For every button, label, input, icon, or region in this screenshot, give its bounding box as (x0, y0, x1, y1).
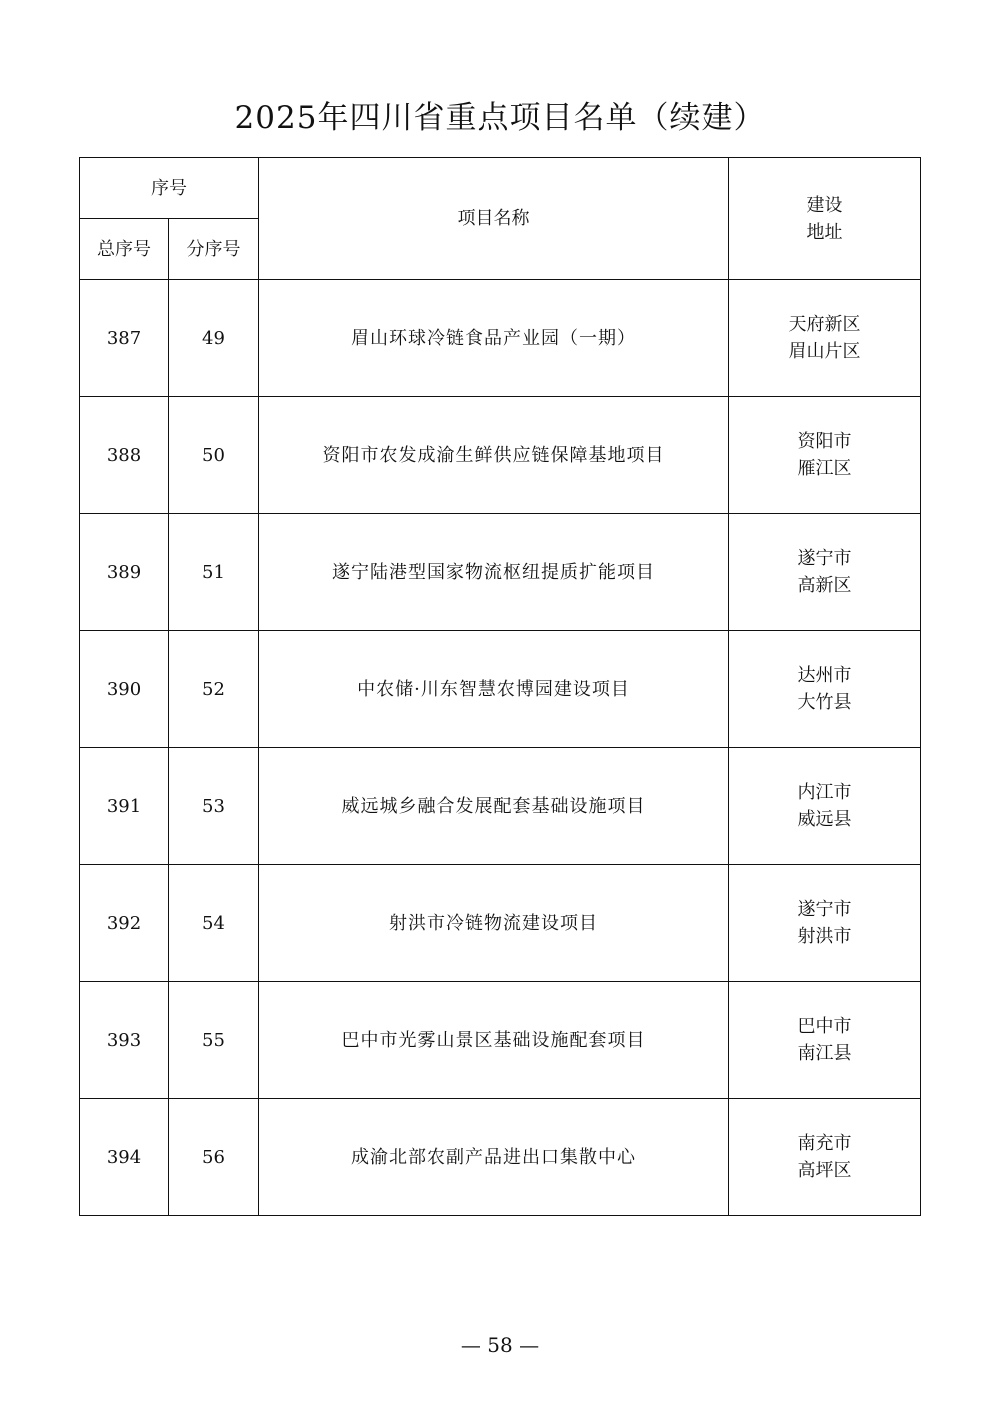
header-location-line2: 地址 (806, 221, 843, 243)
project-name-cell: 成渝北部农副产品进出口集散中心 (259, 1099, 729, 1216)
page-number: — 58 — (460, 1333, 540, 1357)
location-cell (729, 514, 921, 631)
location-line1: 遂宁市 (797, 548, 852, 569)
document-title: 2025年四川省重点项目名单（续建） (234, 100, 766, 136)
table-row (80, 865, 921, 982)
sub-seq-cell: 50 (169, 397, 259, 514)
location-cell (729, 631, 921, 748)
location-cell (729, 748, 921, 865)
table-row (80, 397, 921, 514)
total-seq-cell: 387 (80, 280, 169, 397)
location-line2: 南江县 (797, 1043, 852, 1064)
table-row (80, 280, 921, 397)
location-line2: 大竹县 (797, 692, 852, 713)
project-name-cell: 射洪市冷链物流建设项目 (259, 865, 729, 982)
total-seq-cell: 391 (80, 748, 169, 865)
location-line2: 眉山片区 (788, 341, 861, 362)
table-row (80, 514, 921, 631)
sub-seq-cell: 51 (169, 514, 259, 631)
total-seq-cell: 390 (80, 631, 169, 748)
header-location (729, 158, 921, 280)
project-table (79, 157, 921, 1216)
location-cell (729, 280, 921, 397)
project-name-cell: 遂宁陆港型国家物流枢纽提质扩能项目 (259, 514, 729, 631)
location-line2: 高坪区 (797, 1160, 852, 1181)
table-row (80, 748, 921, 865)
location-line2: 威远县 (797, 809, 852, 830)
sub-seq-cell: 54 (169, 865, 259, 982)
location-line1: 达州市 (797, 665, 852, 686)
location-line1: 遂宁市 (797, 899, 852, 920)
sub-seq-cell: 56 (169, 1099, 259, 1216)
project-name-cell: 资阳市农发成渝生鲜供应链保障基地项目 (259, 397, 729, 514)
sub-seq-cell: 53 (169, 748, 259, 865)
header-sub-seq: 分序号 (169, 219, 259, 280)
location-line1: 内江市 (797, 782, 852, 803)
location-line1: 资阳市 (797, 431, 852, 452)
location-cell (729, 865, 921, 982)
table-row (80, 982, 921, 1099)
project-name-cell: 眉山环球冷链食品产业园（一期） (259, 280, 729, 397)
header-location-line1: 建设 (806, 194, 843, 216)
header-sequence-group: 序号 (80, 158, 259, 219)
location-line2: 射洪市 (797, 926, 852, 947)
sub-seq-cell: 52 (169, 631, 259, 748)
location-cell (729, 397, 921, 514)
location-line2: 高新区 (797, 575, 852, 596)
table-row (80, 631, 921, 748)
location-line2: 雁江区 (797, 458, 852, 479)
sub-seq-cell: 55 (169, 982, 259, 1099)
total-seq-cell: 394 (80, 1099, 169, 1216)
total-seq-cell: 388 (80, 397, 169, 514)
project-name-cell: 巴中市光雾山景区基础设施配套项目 (259, 982, 729, 1099)
header-row-1 (80, 158, 921, 219)
location-line1: 南充市 (797, 1133, 852, 1154)
total-seq-cell: 392 (80, 865, 169, 982)
project-name-cell: 威远城乡融合发展配套基础设施项目 (259, 748, 729, 865)
total-seq-cell: 389 (80, 514, 169, 631)
table-row (80, 1099, 921, 1216)
location-line1: 天府新区 (788, 314, 861, 335)
location-cell (729, 1099, 921, 1216)
total-seq-cell: 393 (80, 982, 169, 1099)
header-project-name: 项目名称 (259, 158, 729, 280)
project-name-cell: 中农储·川东智慧农博园建设项目 (259, 631, 729, 748)
location-cell (729, 982, 921, 1099)
location-line1: 巴中市 (797, 1016, 852, 1037)
sub-seq-cell: 49 (169, 280, 259, 397)
header-total-seq: 总序号 (80, 219, 169, 280)
